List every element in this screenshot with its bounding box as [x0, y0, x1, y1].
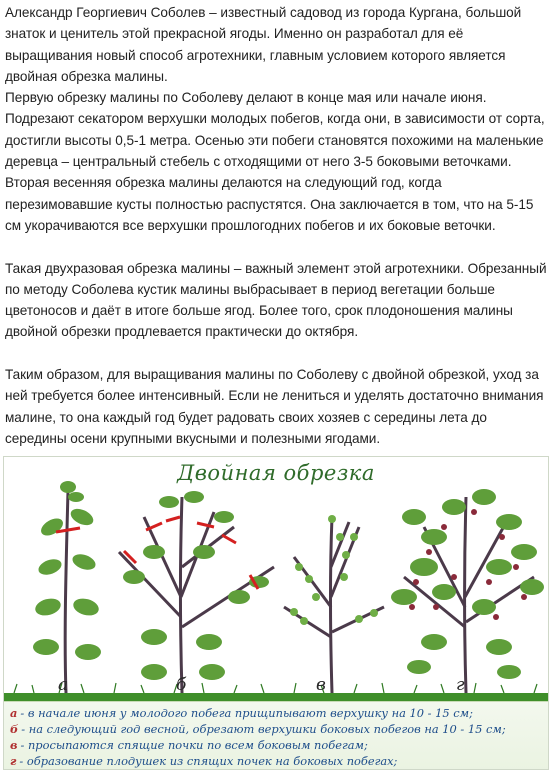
legend-text: - в начале июня у молодого побега прищипывают верхушку на 10 - 15 см;: [20, 706, 473, 720]
legend-item-d: [10, 754, 397, 768]
paragraph-first-pruning: Первую обрезку малины по Соболеву делают в конце мая или начале июня. Подрезают секатором верхушки молодых побегов, когда они, в зависимости от сорта, достигли высоты 0,5-1 метра. Осенью эти побеги становятся похожими на маленькие деревца – центральный стебель с отходящими от него 3-5 боковыми веточками. Вторая весенняя обрезка малины делаются на следующий год, когда перезимовавшие кусты полностью распустятся. Она заключается в том, что на 5-15 см укорачиваются все верхушки прошлогодних побегов и их боковые веточки.: [5, 90, 545, 233]
panel-label-d: г: [456, 675, 465, 695]
panel-a-young-shoot: [33, 481, 101, 693]
illustration-legend: [4, 701, 548, 770]
panel-label-c: в: [316, 675, 326, 695]
paragraph-double-pruning: Такая двухразовая обрезка малины – важный элемент этой агротехники. Обрезанный по методу Соболева кустик малины выбрасывает в период вегетации больше цветоносов и даёт в итоге больше ягод. Более того, срок плодоношения малины двойной обрезки продлевается практически до октября.: [5, 260, 547, 340]
legend-item-c: [10, 738, 368, 752]
legend-marker: а: [10, 706, 18, 720]
paragraph-conclusion: Таким образом, для выращивания малины по Соболеву с двойной обрезкой, уход за ней требуется более интенсивный. Если не лениться и уделять достаточно внимания малине, то она каждый год будет радовать своих хозяев с середины лета до середины осени крупными вкусными и полезными ягодами.: [5, 367, 544, 446]
illustration-title: Двойная обрезка: [177, 461, 375, 485]
legend-marker: в: [10, 738, 18, 752]
double-pruning-illustration: [3, 456, 549, 770]
legend-text: - образование плодушек из спящих почек на боковых побегах;: [19, 754, 398, 768]
legend-text: - просыпаются спящие почки по всем боковым побегам;: [20, 738, 368, 752]
legend-text: - на следующий год весной, обрезают верхушки боковых побегов на 10 - 15 см;: [21, 722, 506, 736]
article-text: [5, 2, 547, 449]
panel-label-a: а: [58, 675, 69, 695]
pruning-stages-drawing: [4, 457, 549, 707]
panel-c-buds-waking: [284, 515, 384, 693]
panel-d-fruiting-bush: [391, 489, 544, 693]
legend-marker: б: [10, 722, 19, 736]
panel-label-b: б: [176, 675, 187, 695]
paragraph-intro: Александр Георгиевич Соболев – известный садовод из города Кургана, большой знаток и ценитель этой прекрасной ягоды. Именно он разработал для её выращивания новый способ агротехники, главным условием которого является двойная обрезка малины.: [5, 5, 522, 84]
legend-item-a: [10, 706, 473, 720]
legend-marker: г: [10, 754, 17, 768]
legend-item-b: [10, 722, 506, 736]
panel-b-branched-shoot: [119, 491, 274, 693]
